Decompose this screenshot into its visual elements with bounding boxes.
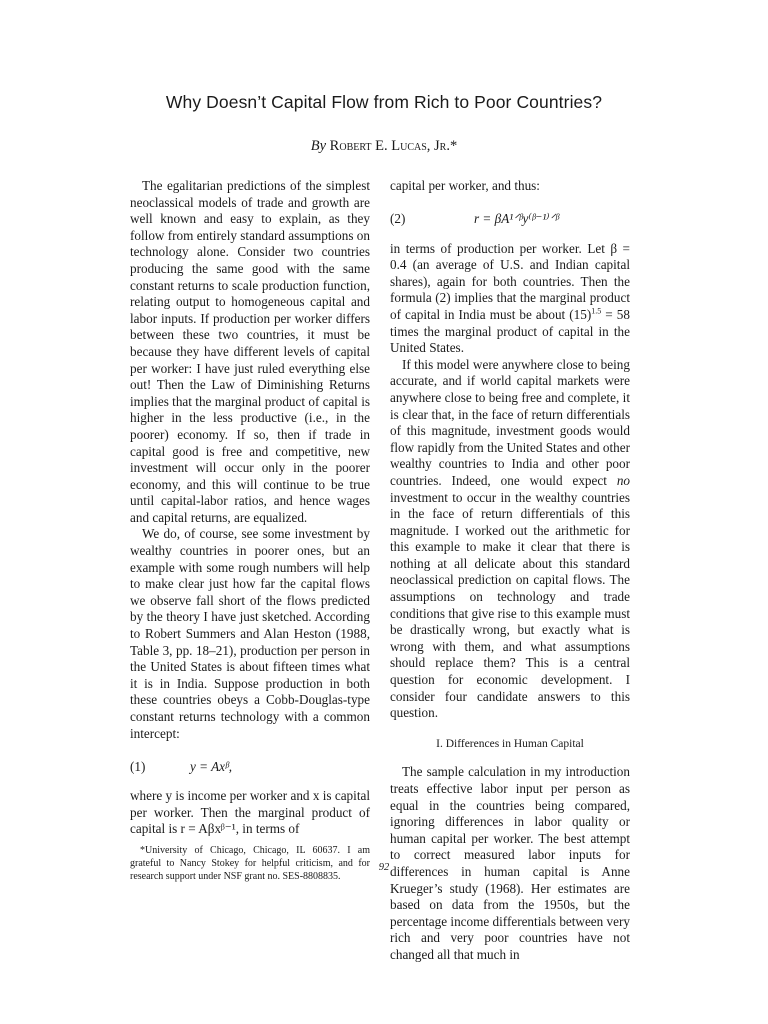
- author-byline: [0, 138, 768, 155]
- right-column: [390, 178, 630, 964]
- paragraph-human-capital: The sample calculation in my introduction treats effective labor input per person as equal in the countries being compared, ignoring differences in labor quality or human capital per worker. The best attempt to correct measured labor inputs for differences in human capital is Anne Krueger’s study (1968). Her estimates are based on data from the 1950s, but the percentage income differentials between very rich and very poor countries have not changed all that much in: [390, 764, 630, 962]
- equation-2-number: (2): [390, 211, 406, 227]
- author-name: Robert E. Lucas, Jr.*: [329, 138, 458, 154]
- text-fragment: = 58 times the marginal product of capital in the United States.: [390, 306, 630, 356]
- left-column: [130, 178, 370, 838]
- superscript-exponent: 1.5: [591, 306, 602, 316]
- text-fragment: investment to occur in the wealthy countries in the face of return differentials of this magnitude. I worked out the arithmetic for this example to make it clear that there is nothing at all delicate about this standard neoclassical prediction on capital flows. The assumptions on technology and trade conditions that give rise to this example must be drastically wrong, but exactly what is wrong with them, and what assumptions should replace them? This is a central question for economic development. I consider four candidate answers to this question.: [390, 489, 630, 721]
- paragraph-production-per-worker: [390, 241, 630, 357]
- paragraph-intro: The egalitarian predictions of the simplest neoclassical models of trade and growth are well known and easy to explain, as they follow from entirely standard assumptions on technology alone. Consider two countries producing the same good with the same constant returns to scale production function, relating output to homogeneous capital and labor inputs. If production per worker differs between these two countries, it must be because they have different levels of capital per worker: I have just ruled everything else out! Then the Law of Diminishing Returns implies that the marginal product of capital is higher in the less productive (i.e., in the poorer) economy. If so, then if trade in capital good is free and competitive, new investment will occur only in the poorer economy, and this will continue to be true until capital-labor ratios, and hence wages and capital returns, are equalized.: [130, 178, 370, 525]
- paragraph-world-markets: [390, 357, 630, 722]
- equation-2-body: r = βA¹ᐟᵝy⁽ᵝ⁻¹⁾ᐟᵝ: [474, 211, 559, 227]
- paragraph-marginal-product: where y is income per worker and x is capital per worker. Then the marginal product of capital is r = Aβxᵝ⁻¹, in terms of: [130, 788, 370, 837]
- text-fragment: in terms of production per worker. Let β = 0.4 (an average of U.S. and Indian capital shares), again for both countries. Then the formula (2) implies that the marginal product of capital in India must be about (15): [390, 240, 630, 322]
- paragraph-example: We do, of course, see some investment by wealthy countries in poorer ones, but an example with some rough numbers will help to make clear just how far the capital flows we observe fall short of the flows predicted by the theory I have just sketched. According to Robert Summers and Alan Heston (1988, Table 3, pp. 18–21), production per person in the United States is about fifteen times what it is in India. Suppose production in both these countries obeys a Cobb-Douglas-type constant returns technology with a common intercept:: [130, 526, 370, 741]
- equation-1-number: (1): [130, 758, 146, 774]
- equation-1: [130, 752, 370, 782]
- byline-prefix: By: [310, 138, 327, 154]
- page-number: 92: [378, 862, 390, 873]
- article-title: Why Doesn’t Capital Flow from Rich to Poor Countries?: [165, 92, 603, 112]
- paragraph-capital-per-worker: capital per worker, and thus:: [390, 178, 540, 193]
- affiliation-footnote: *University of Chicago, Chicago, IL 60637. I am grateful to Nancy Stokey for helpful criticism, and for research support under NSF grant no. SES-8808835.: [130, 845, 370, 882]
- emphasis-no: no: [616, 472, 630, 488]
- text-fragment: If this model were anywhere close to being accurate, and if world capital markets were anywhere close to being free and complete, it is clear that, in the face of return differentials of this magnitude, investment goods would flow rapidly from the United States and other wealthy countries to India and other poor countries. Indeed, one would expect: [390, 356, 630, 488]
- section-heading: I. Differences in Human Capital: [436, 737, 584, 750]
- equation-2: [390, 205, 630, 235]
- equation-1-body: y = Axᵝ,: [190, 758, 233, 774]
